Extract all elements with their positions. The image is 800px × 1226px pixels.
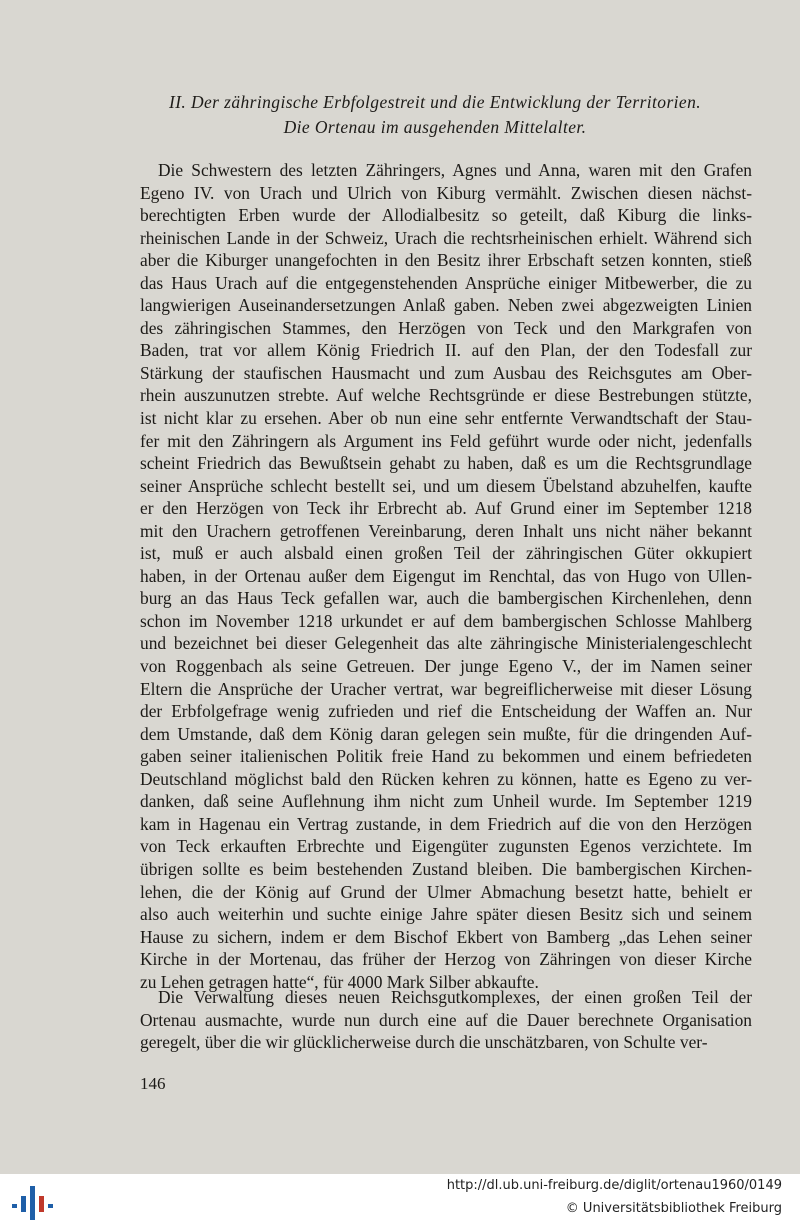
- text-line: Egeno IV. von Urach und Ulrich von Kiburg vermählt. Zwischen diesen nächst-: [140, 182, 752, 203]
- source-url-link[interactable]: http://dl.ub.uni-freiburg.de/diglit/ortenau1960/0149: [446, 1178, 782, 1193]
- text-line: zu Lehen getragen hatte“, für 4000 Mark Silber abkaufte.: [140, 971, 539, 992]
- copyright-notice: © Universitätsbibliothek Freiburg: [565, 1201, 782, 1216]
- text-line: der Erbfolgefrage wenig zufrieden und rief die Entscheidung der Waffen an. Nur: [140, 701, 752, 722]
- text-line: kam in Hagenau ein Vertrag zustande, in dem Friedrich auf die von den Herzögen: [140, 813, 752, 834]
- text-line: Ortenau ausmachte, wurde nun durch eine auf die Dauer berechnete Organisation: [140, 1009, 752, 1030]
- text-line: Baden, trat vor allem König Friedrich II. auf den Plan, der den Todesfall zur: [140, 340, 752, 361]
- text-line: gaben seiner italienischen Politik freie Hand zu bekommen und einem befriedeten: [140, 746, 752, 767]
- text-line: von Roggenbach als seine Getreuen. Der junge Egeno V., der im Namen seiner: [140, 656, 752, 677]
- text-line: Kirche in der Mortenau, das früher der Herzog von Zähringen von dieser Kirche: [140, 949, 752, 970]
- text-line: dem Umstande, daß dem König daran gelegen sein mußte, für die dringenden Auf-: [140, 723, 752, 744]
- body-paragraph-1: [140, 159, 752, 993]
- text-line: des zähringischen Stammes, den Herzögen von Teck und den Markgrafen von: [140, 317, 752, 338]
- text-line: Die Verwaltung dieses neuen Reichsgutkomplexes, der einen großen Teil der: [158, 987, 752, 1007]
- text-line: Deutschland möglichst bald den Rücken kehren zu können, hatte es Egeno zu ver-: [140, 768, 752, 789]
- body-paragraph-2: [140, 986, 752, 1054]
- text-line: er den Herzögen von Teck ihr Erbrecht ab. Auf Grund einer im September 1218: [140, 498, 752, 519]
- text-line: langwierigen Auseinandersetzungen Anlaß gaben. Neben zwei abgezweigten Linien: [140, 295, 752, 316]
- text-line: das Haus Urach auf die entgegenstehenden Ansprüche einiger Mitbewerber, die zu: [140, 272, 752, 293]
- text-line: schon im November 1218 urkundet er auf dem bambergischen Schlosse Mahlberg: [140, 610, 752, 631]
- text-line: Stärkung der staufischen Hausmacht und zum Ausbau des Reichsgutes am Ober-: [140, 362, 752, 383]
- text-line: lehen, die der König auf Grund der Ulmer Abmachung besetzt hatte, behielt er: [140, 881, 752, 902]
- text-line: burg an das Haus Teck gefallen war, auch die bambergischen Kirchenlehen, denn: [140, 588, 752, 609]
- text-line: seiner Ansprüche schlecht bestellt sei, und um diesem Übelstand abzuhelfen, kaufte: [140, 475, 752, 496]
- text-line: von Teck erkauften Erbrechte und Eigengüter zugunsten Egenos verzichtete. Im: [140, 836, 752, 857]
- chapter-heading-line-1: II. Der zähringische Erbfolgestreit und die Entwicklung der Territorien.: [168, 92, 702, 112]
- text-line: und bezeichnet bei dieser Gelegenheit das alte zähringische Ministerialengeschlecht: [140, 633, 752, 654]
- text-line: Die Schwestern des letzten Zähringers, Agnes und Anna, waren mit den Grafen: [158, 160, 752, 180]
- text-line: mit den Urachern getroffenen Vereinbarung, deren Inhalt uns nicht näher bekannt: [140, 520, 752, 541]
- text-line: rhein auszunutzen strebte. Auf welche Rechtsgründe er diese Bestrebungen stützte,: [140, 385, 752, 406]
- text-line: aber die Kiburger unangefochten in den Besitz ihrer Erbschaft setzen konnten, stieß: [140, 250, 752, 271]
- page-number: 146: [140, 1074, 166, 1093]
- text-line: ist, muß er auch alsbald einen großen Teil der zähringischen Güter okkupiert: [140, 543, 752, 564]
- text-line: geregelt, über die wir glücklicherweise durch die unschätzbaren, von Schulte ver-: [140, 1032, 708, 1053]
- text-line: Hause zu sichern, indem er dem Bischof Ekbert von Bamberg „das Lehen seiner: [140, 926, 752, 947]
- footer-bar: [0, 1174, 800, 1226]
- text-line: haben, in der Ortenau außer dem Eigengut im Renchtal, das von Hugo von Ullen-: [140, 565, 752, 586]
- text-line: scheint Friedrich das Bewußtsein gehabt zu haben, daß es um die Rechtsgrundlage: [140, 453, 752, 474]
- text-line: ist nicht klar zu ersehen. Aber ob nun eine sehr entfernte Verwandtschaft der Stau-: [140, 408, 752, 429]
- text-line: fer mit den Zähringern als Argument ins Feld geführt wurde oder nicht, jedenfalls: [140, 430, 752, 451]
- text-line: also auch weiterhin und suchte einige Jahre später diesen Besitz sich und seinem: [140, 904, 752, 925]
- text-line: Eltern die Ansprüche der Uracher vertrat, war begreiflicherweise mit dieser Lösung: [140, 678, 752, 699]
- text-line: übrigen sollte es beim bestehenden Zustand bleiben. Die bambergischen Kirchen-: [140, 858, 752, 879]
- text-line: berechtigten Erben wurde der Allodialbesitz so geteilt, daß Kiburg die links-: [140, 205, 752, 226]
- text-line: rheinischen Lande in der Schweiz, Urach die rechtsrheinischen erhielt. Während sich: [140, 227, 752, 248]
- text-line: danken, daß seine Auflehnung ihm nicht zum Unheil wurde. Im September 1219: [140, 791, 752, 812]
- chapter-heading-line-2: Die Ortenau im ausgehenden Mittelalter.: [283, 117, 587, 137]
- ub-freiburg-logo-icon: [10, 1182, 56, 1222]
